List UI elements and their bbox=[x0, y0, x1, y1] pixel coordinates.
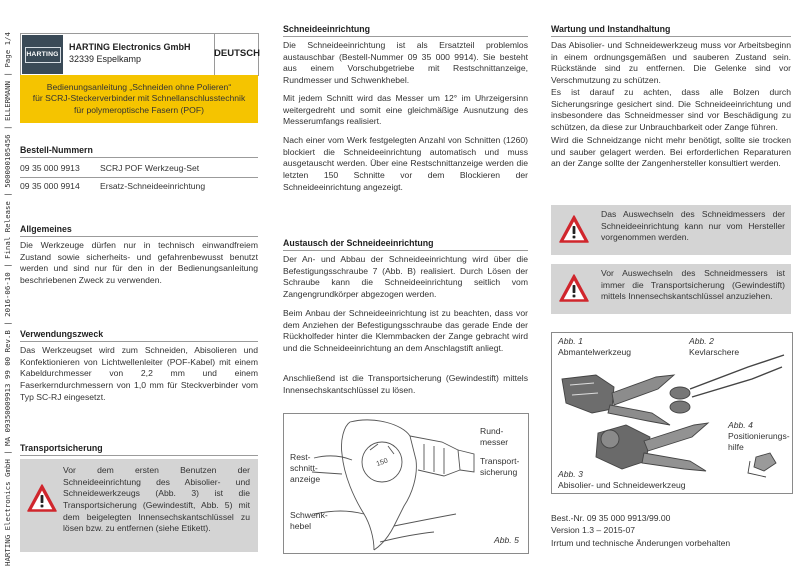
order-row bbox=[20, 181, 205, 193]
general-heading: Allgemeines bbox=[20, 224, 72, 234]
footer-info bbox=[551, 512, 730, 549]
figure-5-caption bbox=[494, 535, 519, 546]
cutter-paragraph-3: Nach einer vom Werk festgelegten Anzahl von Schnitten (1260) blockiert die Schneideeinrichtung automatisch und muss ausgetauscht werden. Über eine Restschnittanzeige werden die letzten 150 Schnitte vor dem Blockieren der Schneideeinrichtung angezeigt. bbox=[283, 135, 528, 192]
abb3-name: Abisolier- und Schneidewerkzeug bbox=[558, 480, 686, 491]
warning-icon bbox=[559, 215, 589, 243]
replace-paragraph-2: Beim Anbau der Schneideeinrichtung ist zu beachten, dass vor dem Anziehen der Befestigungsschraube das gerade Ende der Rückholfeder hinter die Klemmbacken der Zange gebracht wird und die Schneideeinrichtung an dem Anschlagstift anliegt. bbox=[283, 308, 528, 354]
divider bbox=[20, 157, 258, 158]
general-text: Die Werkzeuge dürfen nur in technisch einwandfreiem Zustand sowie sicherheits- und gefahrenbewusst benutzt werden und sind nur für den in der Bedienungsanleitung beschriebenen Zweck zu verwenden. bbox=[20, 240, 258, 286]
divider bbox=[20, 341, 258, 342]
order-desc: Ersatz-Schneideeinrichtung bbox=[100, 181, 206, 191]
figure-5 bbox=[283, 413, 529, 554]
order-desc: SCRJ POF Werkzeug-Set bbox=[100, 163, 200, 173]
divider bbox=[20, 236, 258, 237]
divider bbox=[551, 36, 791, 37]
cutter-warning-box bbox=[551, 205, 791, 255]
abb1-name: Abmantelwerkzeug bbox=[558, 347, 632, 358]
purpose-heading: Verwendungszweck bbox=[20, 329, 104, 339]
harting-logo-text: HARTING bbox=[25, 47, 61, 63]
warning-icon bbox=[27, 484, 57, 512]
transport-warning-text: Vor dem ersten Benutzen der Schneideeinrichtung des Abisolier- und Schneidewerkzeugs (Abb. 3) ist die Transportsicherung (Gewindestift, Abb. 5) mit dem beigelegten Innensechskantschlüssel zu lösen bzw. zu entfernen (siehe Etikett). bbox=[63, 465, 250, 534]
counter-dial-value: 150 bbox=[375, 457, 389, 469]
order-row bbox=[20, 163, 199, 175]
title-banner bbox=[20, 75, 258, 123]
order-heading: Bestell-Nummern bbox=[20, 145, 93, 155]
divider bbox=[283, 250, 528, 251]
purpose-text: Das Werkzeugset wird zum Schneiden, Abisolieren und Konfektionieren von Lichtwellenleiter (POF-Kabel) mit einem Kabeldurchmesser von 2,2 mm und einem Faserkerndurchmessern von 1,0 mm für Steckverbinder vom Typ SC-RJ eingesetzt. bbox=[20, 345, 258, 402]
cutter-heading: Schneideeinrichtung bbox=[283, 24, 371, 34]
divider bbox=[20, 455, 258, 456]
warning-icon bbox=[559, 274, 589, 302]
transport-heading: Transportsicherung bbox=[20, 443, 103, 453]
replace-paragraph-1: Der An- und Abbau der Schneideeinrichtung wird über die Befestigungsschraube 7 (Abb. B) realisiert. Durch Lösen der Schraube kann die Schneideeinrichtung seitlich vom Zangengrundkörper abgezogen werden. bbox=[283, 254, 528, 300]
company-name: HARTING Electronics GmbH bbox=[69, 42, 191, 52]
abb1-ref: Abb. 1 bbox=[558, 336, 583, 346]
cutter-warning-text: Das Auswechseln des Schneidmessers der Schneideeinrichtung kann nur vom Hersteller vorgenommen werden. bbox=[601, 209, 785, 243]
replace-paragraph-3: Anschließend ist die Transportsicherung (Gewindestift) mittels Innensechskantschlüssel zu lösen. bbox=[283, 373, 528, 395]
banner-line-1: Bedienungsanleitung „Schneiden ohne Polieren“ bbox=[46, 81, 232, 92]
label-round-knife: Rund- messer bbox=[480, 426, 509, 448]
document-header bbox=[20, 33, 259, 76]
abb2-name: Kevlarschere bbox=[689, 347, 740, 358]
label-transport-lock: Transport- sicherung bbox=[480, 456, 520, 478]
tools-figure bbox=[551, 332, 793, 494]
abb4-label bbox=[728, 420, 790, 454]
abb3-label bbox=[558, 469, 686, 491]
footer-version: Version 1.3 – 2015-07 bbox=[551, 525, 636, 536]
side-doc-strip bbox=[0, 0, 14, 571]
company-address: 32339 Espelkamp bbox=[69, 54, 142, 65]
company-block bbox=[69, 41, 191, 65]
banner-line-2: für SCRJ-Steckerverbinder mit Schnellanschlusstechnik bbox=[32, 93, 246, 104]
label-lever: Schwenk- hebel bbox=[290, 510, 328, 532]
abb2-label bbox=[689, 336, 739, 358]
cutter-paragraph-1: Die Schneideeinrichtung ist als Ersatzteil problemlos austauschbar (Bestell-Nummer 09 35 000 9914). Sie besteht aus einem Vorschubgetriebe mit Restschnittanzeige, Rundmesser und Schwenkhebel. bbox=[283, 40, 528, 86]
divider bbox=[283, 36, 528, 37]
side-doc-strip-text: HARTING Electronics GmbH | MA 09350009913 99 00 Rev.B | 2016-06-10 | Final Release | 500000105456 | ELLERMANN | Page 1/4 bbox=[3, 32, 12, 566]
language-label: DEUTSCH bbox=[214, 34, 259, 75]
order-number: 09 35 000 9913 bbox=[20, 163, 80, 173]
maintenance-paragraph-1: Das Abisolier- und Schneidewerkzeug muss vor Arbeitsbeginn in einem ordnungsgemäßen und sauberen Zustand sein. Rückstände sind zu entfernen. Die Gelenke sind vor Verschmutzung zu schützen. bbox=[551, 40, 791, 86]
abb1-label bbox=[558, 336, 631, 358]
label-rest-cut: Rest- schnitt- anzeige bbox=[290, 452, 321, 485]
maintenance-heading: Wartung und Instandhaltung bbox=[551, 24, 671, 34]
abb4-ref: Abb. 4 bbox=[728, 420, 753, 430]
tighten-warning-text: Vor Auswechseln des Schneidmessers ist immer die Transportsicherung (Gewindestift) mittels Innensechskantschlüssel anzuziehen. bbox=[601, 268, 785, 302]
cutter-paragraph-2: Mit jedem Schnitt wird das Messer um 12° im Uhrzeigersinn weitergedreht und somit eine gleichmäßige Ausnutzung des Messerumfangs realisiert. bbox=[283, 93, 528, 127]
footer-disclaimer: Irrtum und technische Änderungen vorbehalten bbox=[551, 537, 731, 548]
abb4-name: Positionierungs- hilfe bbox=[728, 431, 790, 453]
order-number: 09 35 000 9914 bbox=[20, 181, 80, 191]
harting-logo bbox=[22, 35, 63, 74]
footer-order-number: Best.-Nr. 09 35 000 9913/99.00 bbox=[551, 513, 671, 523]
divider bbox=[20, 177, 258, 178]
transport-warning-box bbox=[20, 459, 258, 552]
tighten-warning-box bbox=[551, 264, 791, 314]
abb3-ref: Abb. 3 bbox=[558, 469, 583, 479]
banner-line-3: für polymeroptische Fasern (POF) bbox=[74, 104, 204, 115]
abb2-ref: Abb. 2 bbox=[689, 336, 714, 346]
replace-heading: Austausch der Schneideeinrichtung bbox=[283, 238, 434, 248]
maintenance-paragraph-2: Es ist darauf zu achten, dass alle Bolzen durch Sicherungsringe gesichert sind. Die Schneideeinrichtung und insbesondere das Schneidmesser sind vor Beschädigung zu schützen, da diese zur Unbrauchbarkeit oder Zange führen. bbox=[551, 87, 791, 133]
maintenance-paragraph-3: Wird die Schneidzange nicht mehr benötigt, sollte sie trocken und sauber gelagert werden. Bei erforderlichen Reparaturen an der Zange sollte der Zangenhersteller konsultiert werden. bbox=[551, 135, 791, 169]
figure-5-caption-text: Abb. 5 bbox=[494, 535, 519, 545]
